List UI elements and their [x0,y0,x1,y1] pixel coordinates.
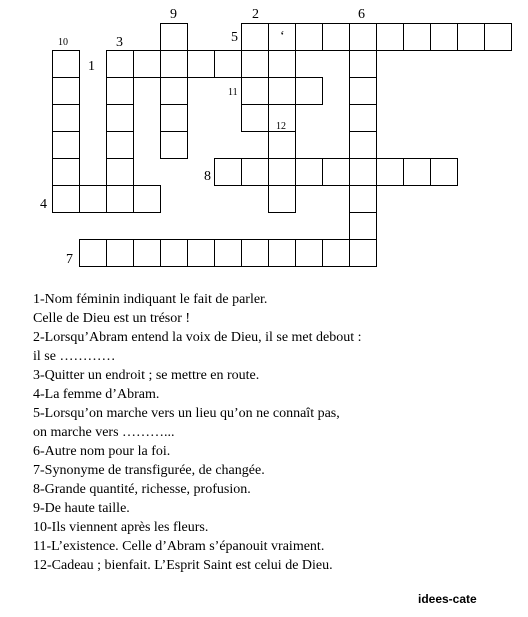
crossword-cell[interactable] [349,239,377,267]
crossword-cell[interactable] [430,158,458,186]
crossword-cell[interactable] [268,158,296,186]
crossword-cell[interactable] [484,23,512,51]
crossword-cell[interactable] [214,158,242,186]
crossword-cell[interactable] [295,239,323,267]
clue-line: 9-De haute taille. [33,501,130,516]
crossword-cell[interactable] [322,239,350,267]
crossword-cell[interactable] [79,185,107,213]
crossword-cell[interactable] [106,239,134,267]
crossword-cell[interactable] [349,158,377,186]
crossword-cell[interactable] [106,185,134,213]
crossword-cell[interactable] [295,77,323,105]
clue-line: 1-Nom féminin indiquant le fait de parler. [33,292,268,307]
crossword-cell[interactable] [214,50,242,78]
crossword-cell[interactable] [160,239,188,267]
crossword-cell[interactable] [349,77,377,105]
crossword-cell[interactable] [241,158,269,186]
crossword-cell[interactable] [106,104,134,132]
crossword-cell[interactable] [52,50,80,78]
crossword-cell[interactable] [160,77,188,105]
crossword-cell[interactable] [376,23,404,51]
crossword-cell[interactable] [268,131,296,159]
clue-line: 10-Ils viennent après les fleurs. [33,520,209,535]
crossword-cell[interactable] [106,77,134,105]
clue-number-8: 8 [204,169,211,184]
crossword-cell[interactable] [241,50,269,78]
crossword-cell[interactable] [241,77,269,105]
crossword-cell[interactable] [160,104,188,132]
crossword-cell[interactable] [133,50,161,78]
crossword-cell[interactable] [52,104,80,132]
crossword-cell[interactable] [349,50,377,78]
crossword-cell[interactable] [106,50,134,78]
footer-credit: idees-cate [418,592,477,606]
clue-line: 4-La femme d’Abram. [33,387,160,402]
clue-line: 5-Lorsqu’on marche vers un lieu qu’on ne connaît pas, [33,406,340,421]
crossword-cell[interactable] [160,23,188,51]
clue-number-5: 5 [231,30,238,45]
clue-line: 7-Synonyme de transfigurée, de changée. [33,463,265,478]
quote-mark: ‘ [280,29,285,44]
clue-number-4: 4 [40,197,47,212]
crossword-cell[interactable] [376,158,404,186]
crossword-cell[interactable] [160,50,188,78]
clue-line: 3-Quitter un endroit ; se mettre en route. [33,368,260,383]
crossword-cell[interactable] [295,23,323,51]
crossword-cell[interactable] [52,158,80,186]
crossword-cell[interactable] [52,77,80,105]
crossword-cell[interactable] [295,158,323,186]
crossword-cell[interactable] [349,131,377,159]
crossword-cell[interactable] [457,23,485,51]
crossword-cell[interactable] [214,239,242,267]
clue-list [33,290,503,575]
crossword-cell[interactable] [268,239,296,267]
clue-number-12: 12 [276,121,286,132]
clue-number-11: 11 [228,87,238,98]
crossword-cell[interactable] [403,158,431,186]
crossword-cell[interactable] [349,212,377,240]
crossword-cell[interactable] [349,23,377,51]
crossword-cell[interactable] [79,239,107,267]
crossword-cell[interactable] [241,23,269,51]
crossword-cell[interactable] [52,185,80,213]
crossword-cell[interactable] [430,23,458,51]
clue-line: 11-L’existence. Celle d’Abram s’épanouit vraiment. [33,539,325,554]
clue-number-1: 1 [88,59,95,74]
crossword-cell[interactable] [322,23,350,51]
clue-number-10: 10 [58,37,68,48]
crossword-cell[interactable] [241,239,269,267]
crossword-cell[interactable] [160,131,188,159]
crossword-cell[interactable] [268,185,296,213]
crossword-cell[interactable] [133,239,161,267]
clue-number-6: 6 [358,7,365,22]
crossword-cell[interactable] [106,158,134,186]
crossword-cell[interactable] [187,50,215,78]
clue-line: il se ………… [33,349,116,364]
crossword-cell[interactable] [349,185,377,213]
crossword-cell[interactable] [268,50,296,78]
crossword-cell[interactable] [349,104,377,132]
crossword-cell[interactable] [187,239,215,267]
clue-number-9: 9 [170,7,177,22]
clue-line: 2-Lorsqu’Abram entend la voix de Dieu, il se met debout : [33,330,362,345]
crossword-cell[interactable] [241,104,269,132]
clue-line: on marche vers ………... [33,425,175,440]
crossword-cell[interactable] [106,131,134,159]
clue-number-7: 7 [66,252,73,267]
crossword-cell[interactable] [268,77,296,105]
crossword-cell[interactable] [322,158,350,186]
clue-number-2: 2 [252,7,259,22]
clue-line: Celle de Dieu est un trésor ! [33,311,191,326]
crossword-cell[interactable] [52,131,80,159]
crossword-cell[interactable] [133,185,161,213]
clue-line: 12-Cadeau ; bienfait. L’Esprit Saint est celui de Dieu. [33,558,333,573]
crossword-grid [0,0,528,280]
clue-line: 8-Grande quantité, richesse, profusion. [33,482,251,497]
clue-line: 6-Autre nom pour la foi. [33,444,171,459]
crossword-cell[interactable] [403,23,431,51]
clue-number-3: 3 [116,35,123,50]
